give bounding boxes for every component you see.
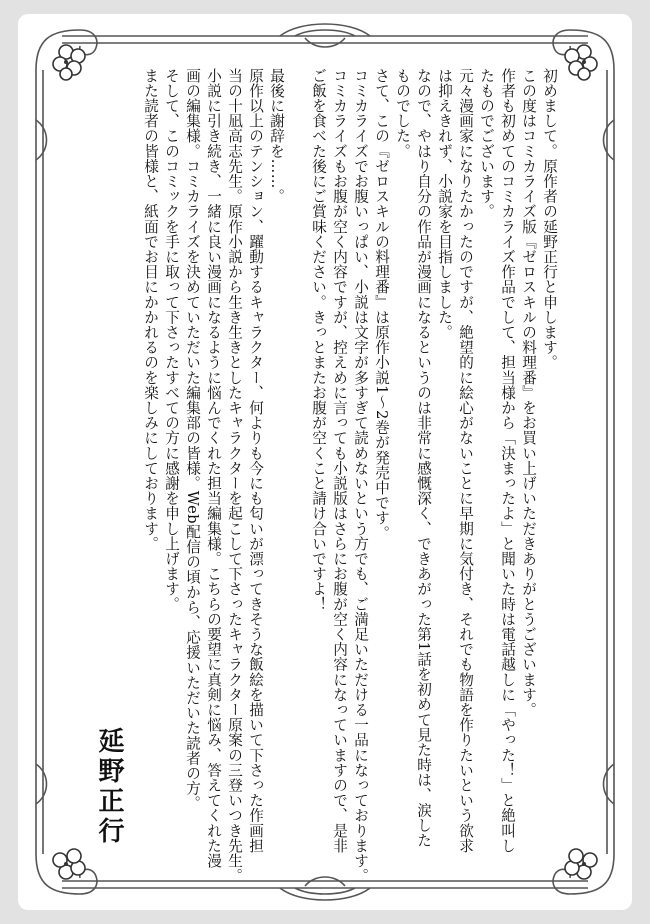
text-column: ご飯を食べた後にご賞味ください。きっとまたお腹が空くこと請け合いですよ！ [310,68,327,612]
text-column: 原作以上のテンション、躍動するキャラクター、何よりも今にも匂いが漂ってきそうな飯絵を描いて下さった作画担 [247,68,264,854]
text-column: 作者も初めてのコミカライズ作品でして、担当様から「決まったよ」と聞いた時は電話越しに「やった！」と絶叫し [499,68,516,854]
text-column: コミカライズでお腹いっぱい、小説は文字が多すぎて読めないという方でも、ご満足いただける一品になっております。 [352,68,369,884]
flower-icon-top-left [53,45,85,80]
text-column: 画の編集様。コミカライズを決めていただいた編集部の皆様。Web配信の頃から、応援いただいた読者の方。 [184,68,201,811]
text-column: 最後に謝辞を……。 [268,68,285,204]
text-column: コミカライズもお腹が空く内容ですが、控えめに言っても小説版はさらにお腹が空く内容になっていますので、是非 [331,68,348,854]
text-column: そして、このコミックを手に取って下さったすべての方に感謝を申し上げます。 [163,68,180,612]
text-column: さて、この『ゼロスキルの料理番』は原作小説1～2巻が発売中です。 [373,68,390,541]
flower-icon-bottom-right [565,849,597,879]
text-column: は抑えきれず、小説家を目指しました。 [436,68,453,340]
text-column: この度はコミカライズ版『ゼロスキルの料理番』をお買い上げいただきありがとうございます。 [520,68,537,718]
author-signature: 延野正行 [94,727,124,847]
text-column: たものでございます。 [478,68,495,219]
text-column: なので、やはり自分の作品が漫画になるというのは非常に感慨深く、できあがった第1話を初めて見た時は、涙した [415,68,432,848]
afterword-body [92,68,558,884]
text-column: 小説に引き続き、一緒に良い漫画になるように悩んでくれた担当編集様。こちらの要望に真剣に悩み、答えてくれた漫 [205,68,222,869]
text-column: また読者の皆様と、紙面でお目にかかれるのを楽しみにしております。 [142,68,159,552]
text-column: ものでした。 [394,68,411,159]
text-column: 元々漫画家になりたかったのですが、絶望的に絵心がないことに早期に気付き、それでも物語を作りたいという欲求 [457,68,474,854]
text-column: 初めまして。原作者の延野正行と申します。 [541,68,558,370]
flower-icon-top-right [565,45,597,80]
text-column: 当の十凪高志先生。原作小説から生き生きとしたキャラクターを起こして下さったキャラクター原案の三登いつき先生。 [226,68,243,884]
